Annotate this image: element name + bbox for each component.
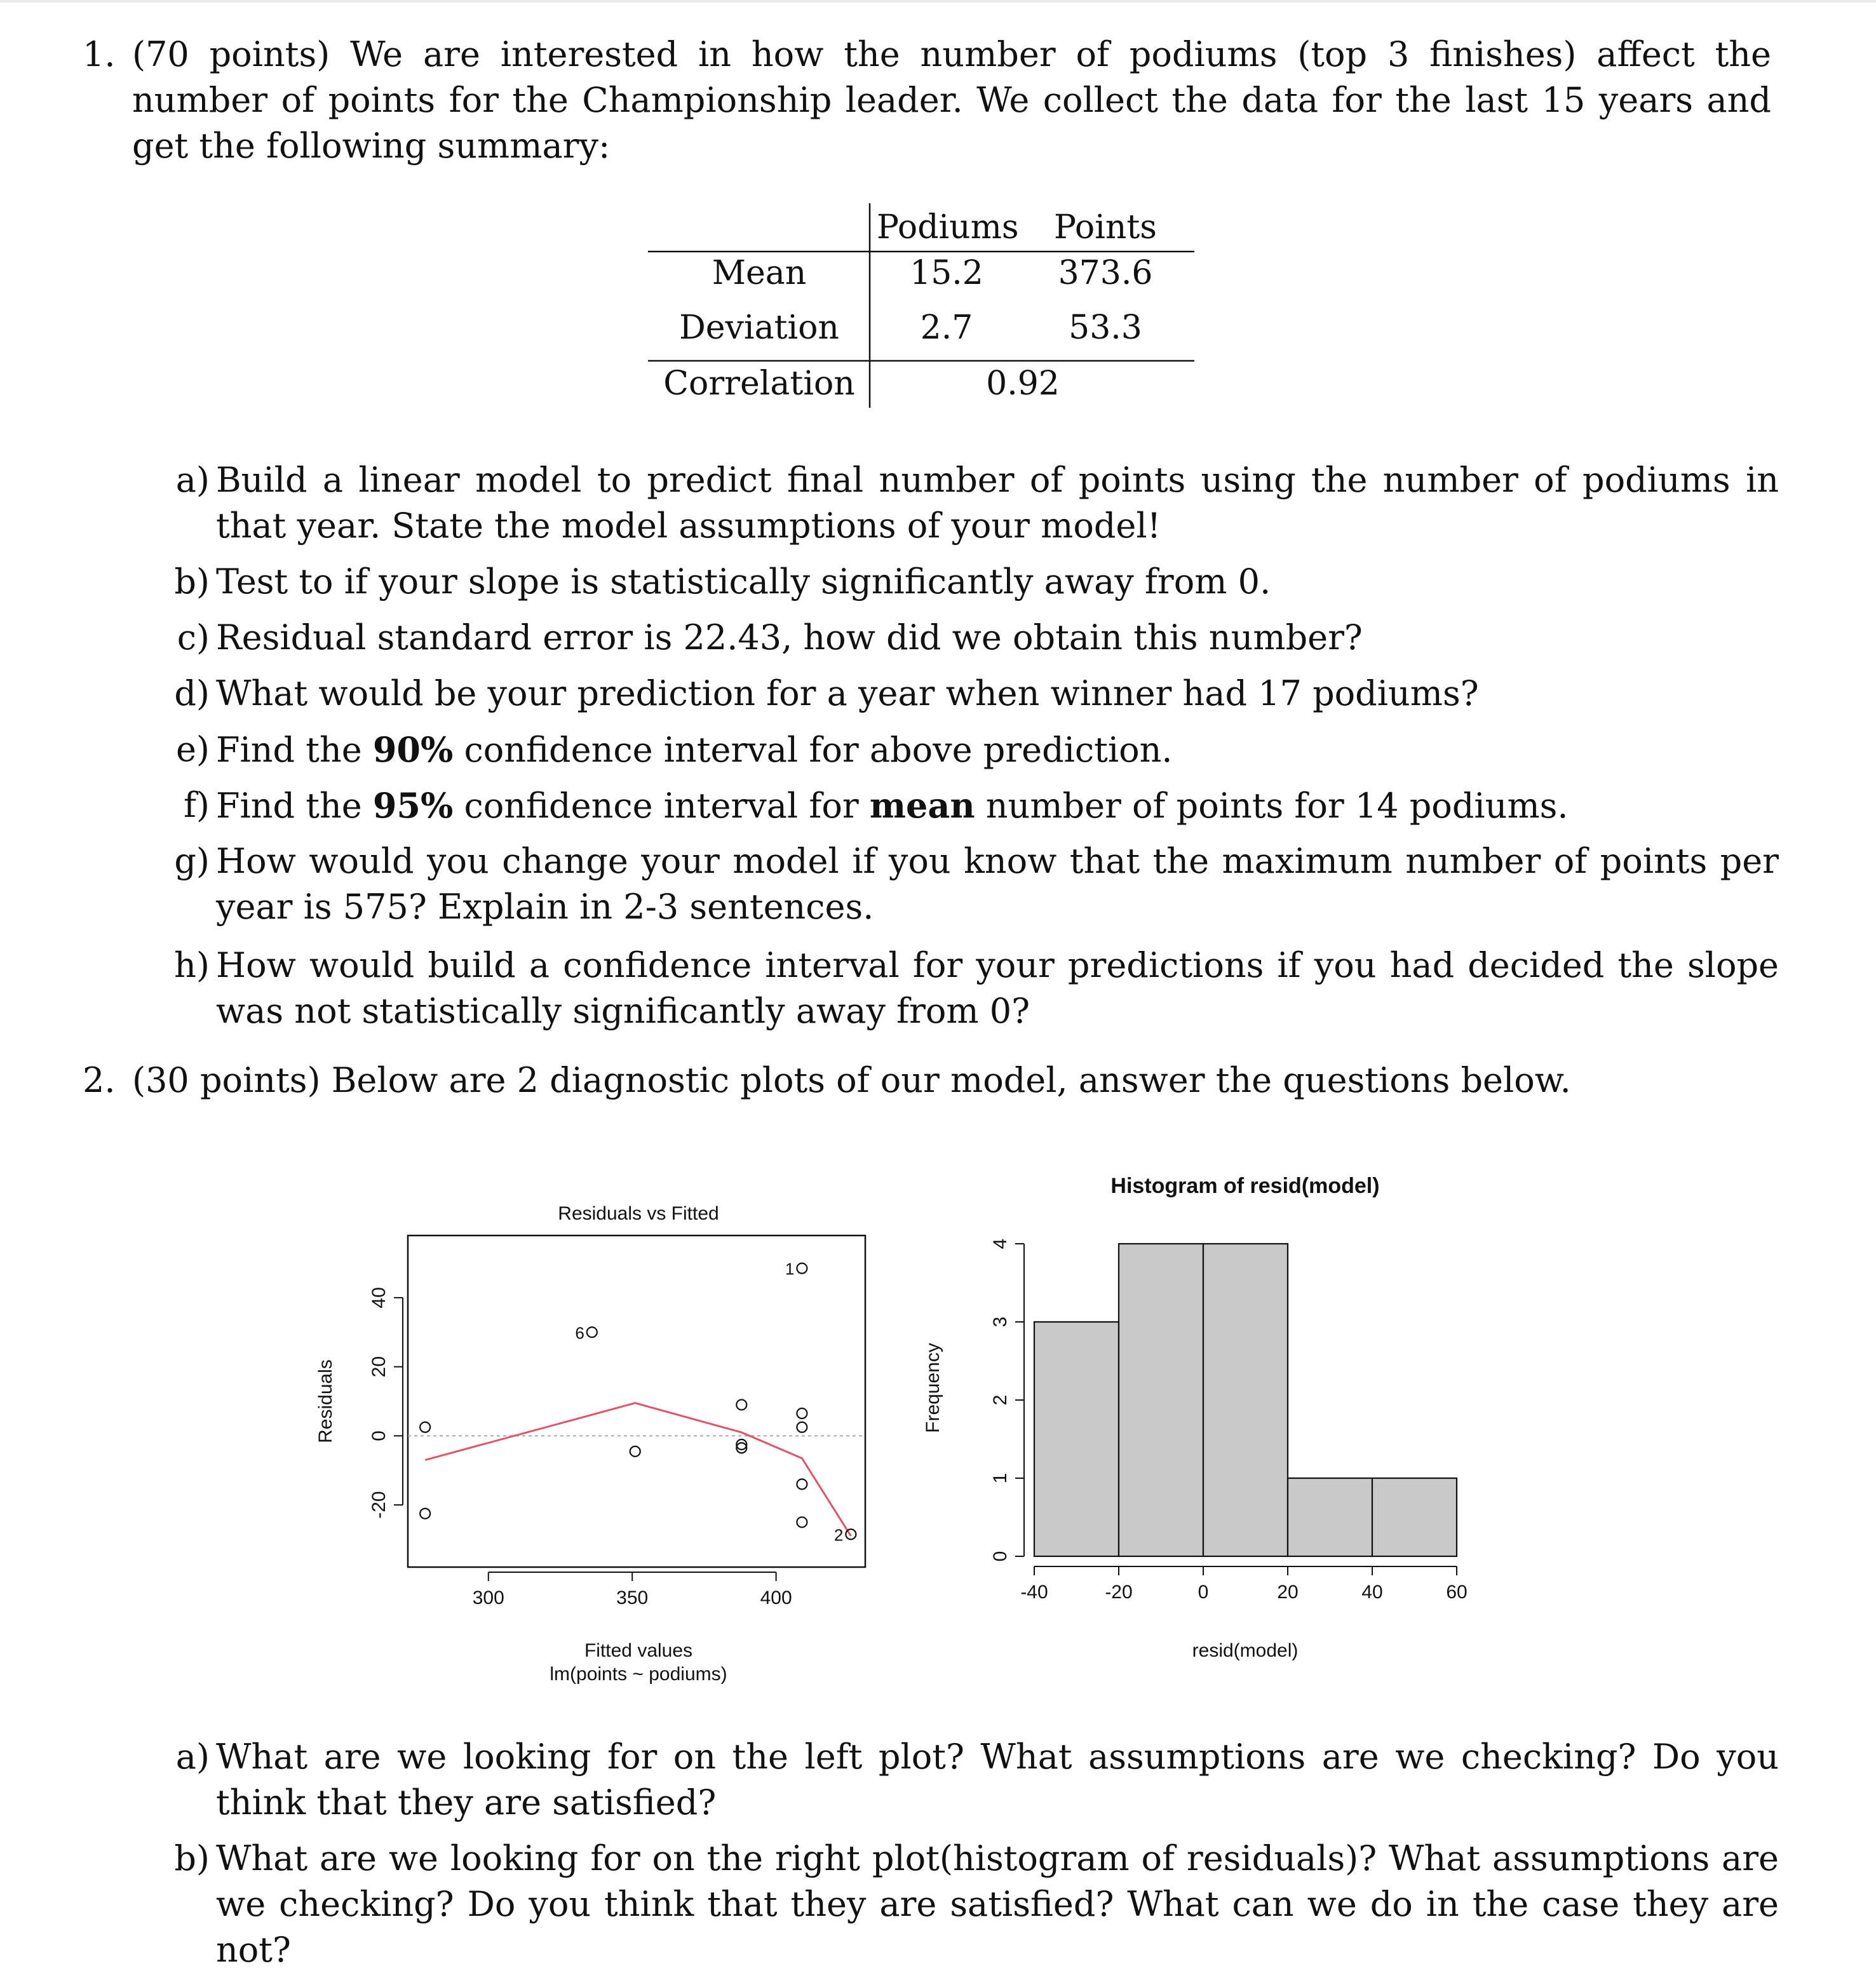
- question-bold-90: 90%: [372, 729, 454, 770]
- residual-point: [797, 1408, 807, 1418]
- row-label-correlation: Correlation: [663, 365, 855, 403]
- residual-point: [797, 1422, 807, 1432]
- residual-point: [630, 1446, 640, 1457]
- histogram-bar: [1203, 1244, 1288, 1556]
- page-top-edge: [0, 0, 1876, 3]
- residual-point: [797, 1263, 807, 1274]
- plot-frame: [408, 1236, 865, 1567]
- problem-1-number: 1.: [83, 34, 116, 74]
- deviation-podiums: 2.7: [920, 309, 973, 347]
- residual-point: [587, 1327, 597, 1337]
- row-label-deviation: Deviation: [679, 309, 839, 347]
- question-text: Build a linear model to predict final number of points using the number of podiums in that year. State the model assumptions of your model!: [216, 460, 1779, 546]
- x-axis-label: resid(model): [1192, 1640, 1299, 1661]
- question-text-part: confidence interval for: [453, 786, 870, 826]
- x-tick-label: 20: [1277, 1582, 1299, 1603]
- histogram-bar: [1034, 1322, 1119, 1556]
- question-text: Residual standard error is 22.43, how did we obtain this number?: [216, 617, 1363, 657]
- question-label: a): [175, 1737, 210, 1777]
- y-tick-label: 20: [368, 1356, 389, 1378]
- y-axis: [990, 1239, 1024, 1562]
- question-text: How would build a confidence interval for your predictions if you had decided the slope was not statistically significantly away from 0?: [216, 945, 1779, 1031]
- col-header-points: Points: [1054, 208, 1157, 246]
- problem-2-number: 2.: [83, 1060, 116, 1100]
- question-bold-mean: mean: [869, 785, 975, 826]
- histogram-bar: [1288, 1478, 1372, 1556]
- histogram-bar: [1119, 1244, 1203, 1556]
- histogram-of-residuals: [921, 1162, 1518, 1671]
- residual-points: [420, 1260, 856, 1545]
- question-text-part: Find the: [216, 730, 373, 770]
- x-tick-label: -40: [1020, 1582, 1048, 1603]
- problem-2-questions: [152, 1734, 1779, 1970]
- question-label: b): [174, 1838, 210, 1878]
- question-text-part: number of points for 14 podiums.: [975, 786, 1569, 826]
- question-text: What are we looking for on the right plot(histogram of residuals)? What assumptions are we checking? Do you think that they are satisfied? What can we do in the case they are not?: [216, 1838, 1779, 1970]
- y-tick-label: 4: [990, 1238, 1011, 1249]
- y-tick-label: -20: [368, 1491, 389, 1519]
- histogram-bar: [1372, 1478, 1457, 1556]
- y-tick-label: 0: [368, 1431, 389, 1441]
- question-text: [216, 727, 1779, 773]
- residual-point: [797, 1517, 807, 1527]
- lowess-line: [425, 1403, 851, 1536]
- question-label: g): [174, 841, 210, 881]
- x-axis: [473, 1572, 792, 1608]
- mean-points: 373.6: [1058, 254, 1153, 292]
- y-tick-label: 2: [990, 1394, 1011, 1406]
- y-tick-label: 3: [990, 1316, 1011, 1328]
- question-label: d): [174, 673, 210, 713]
- x-axis-label: Fitted values: [584, 1640, 693, 1661]
- plot-title: Residuals vs Fitted: [558, 1203, 719, 1224]
- x-tick-label: 400: [760, 1587, 792, 1608]
- x-tick-label: 300: [472, 1587, 504, 1608]
- question-text-part: Find the: [216, 786, 373, 826]
- problem-1-questions: [152, 457, 1779, 1029]
- question-label: h): [174, 945, 210, 985]
- residual-point: [797, 1479, 807, 1490]
- row-label-mean: Mean: [712, 254, 807, 292]
- problem-1: [83, 32, 1772, 178]
- x-tick-label: 60: [1446, 1582, 1468, 1603]
- correlation-value: 0.92: [986, 365, 1060, 403]
- point-label: 2: [833, 1525, 844, 1545]
- x-tick-label: 0: [1198, 1582, 1209, 1603]
- question-text: Test to if your slope is statistically significantly away from 0.: [216, 562, 1271, 602]
- y-axis: [368, 1287, 403, 1519]
- problem-2: [83, 1058, 1772, 1108]
- col-header-podiums: Podiums: [877, 208, 1019, 246]
- problem-1-text: (70 points) We are interested in how the number of podiums (top 3 finishes) affect the number of points for the Championship leader. We collect the data for the last 15 years and get the following summary:: [132, 34, 1771, 166]
- residual-point: [420, 1509, 430, 1519]
- residuals-vs-fitted-plot: [305, 1194, 902, 1696]
- y-axis-label: Residuals: [315, 1359, 336, 1443]
- y-tick-label: 40: [368, 1287, 389, 1309]
- x-axis: [1020, 1566, 1467, 1603]
- mean-podiums: 15.2: [910, 254, 983, 292]
- residual-point: [420, 1422, 430, 1432]
- x-tick-label: 40: [1361, 1582, 1383, 1603]
- question-label: a): [175, 460, 210, 500]
- y-axis-label: Frequency: [922, 1343, 943, 1433]
- question-label: f): [183, 785, 210, 825]
- point-label: 1: [785, 1259, 795, 1279]
- y-tick-label: 1: [990, 1472, 1011, 1484]
- x-tick-label: 350: [616, 1587, 649, 1608]
- x-axis-sublabel: lm(points ~ podiums): [550, 1664, 727, 1685]
- smooth-line: [425, 1403, 851, 1536]
- question-text: What would be your prediction for a year when winner had 17 podiums?: [216, 673, 1479, 713]
- question-label: b): [174, 562, 210, 602]
- x-tick-label: -20: [1105, 1582, 1133, 1603]
- question-label: e): [175, 729, 210, 769]
- y-tick-label: 0: [990, 1551, 1011, 1562]
- plot-title: Histogram of resid(model): [1110, 1174, 1380, 1198]
- summary-table: [648, 203, 1194, 413]
- question-text: [216, 783, 1779, 829]
- point-label: 6: [575, 1323, 584, 1343]
- question-text: What are we looking for on the left plot? What assumptions are we checking? Do you think that they are satisfied?: [216, 1737, 1779, 1822]
- question-text: How would you change your model if you know that the maximum number of points per year is 575? Explain in 2-3 sentences.: [216, 841, 1779, 927]
- question-label: c): [177, 617, 210, 657]
- histogram-bars: [1034, 1244, 1457, 1556]
- question-text-part: confidence interval for above prediction.: [453, 730, 1173, 770]
- deviation-points: 53.3: [1069, 309, 1142, 347]
- problem-2-text: (30 points) Below are 2 diagnostic plots of our model, answer the questions below.: [132, 1060, 1571, 1100]
- question-bold-95: 95%: [372, 785, 454, 826]
- residual-point: [736, 1399, 746, 1410]
